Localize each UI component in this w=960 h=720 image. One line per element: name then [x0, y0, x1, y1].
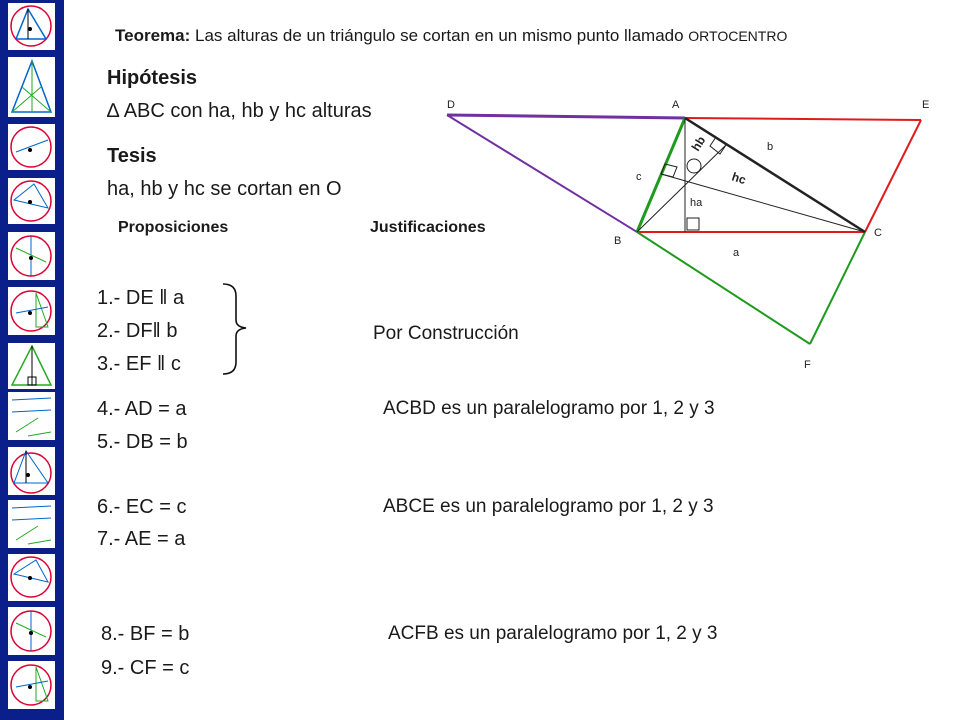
justification-acfb: ACFB es un paralelogramo por 1, 2 y 3 — [388, 623, 718, 644]
triangle-icon[interactable] — [8, 343, 55, 389]
slide-thumbnail-sidebar — [0, 0, 64, 720]
label-ha: ha — [690, 197, 703, 209]
hypothesis-text: ∆ ABC con ha, hb y hc alturas — [107, 100, 372, 122]
label-F: F — [804, 359, 811, 371]
circle-diagram-icon[interactable] — [8, 554, 55, 601]
orthocenter-diagram — [440, 90, 960, 380]
justification-abce: ABCE es un paralelogramo por 1, 2 y 3 — [383, 496, 714, 517]
circle-diagram-icon[interactable] — [8, 178, 55, 224]
label-side-a: a — [733, 247, 740, 259]
label-C: C — [874, 227, 882, 239]
proposition-2: 2.- DF‖ b — [97, 320, 178, 342]
justification-construction: Por Construcción — [373, 323, 519, 344]
circle-diagram-icon[interactable] — [8, 287, 55, 335]
proposition-7: 7.- AE = a — [97, 528, 186, 550]
segment-BF — [637, 232, 810, 344]
justification-acbd: ACBD es un paralelogramo por 1, 2 y 3 — [383, 398, 715, 419]
theorem-text: Las alturas de un triángulo se cortan en un mismo punto llamado — [190, 26, 689, 45]
proposition-9: 9.- CF = c — [101, 657, 190, 679]
theorem-term: ORTOCENTRO — [688, 28, 788, 44]
proposition-5: 5.- DB = b — [97, 431, 188, 453]
proposition-3: 3.- EF ‖ c — [97, 353, 181, 375]
label-side-b: b — [767, 141, 774, 153]
proposition-1: 1.- DE ‖ a — [97, 287, 185, 309]
segment-DA — [447, 115, 685, 118]
label-D: D — [447, 99, 455, 111]
label-hb: hb — [688, 133, 709, 154]
side-c — [637, 118, 685, 232]
segment-EC — [865, 120, 921, 232]
grouping-bracket — [220, 282, 250, 376]
circle-diagram-icon[interactable] — [8, 607, 55, 655]
circle-triangle-icon[interactable] — [8, 3, 55, 50]
tangent-diagram-icon[interactable] — [8, 392, 55, 440]
circle-diagram-icon[interactable] — [8, 232, 55, 280]
proposition-6: 6.- EC = c — [97, 496, 187, 518]
circle-diagram-icon[interactable] — [8, 661, 55, 709]
propositions-heading: Proposiciones — [118, 219, 229, 236]
tangent-diagram-icon[interactable] — [8, 500, 55, 548]
hypothesis-heading: Hipótesis — [107, 67, 198, 89]
label-side-c: c — [636, 171, 642, 183]
justifications-heading: Justificaciones — [370, 219, 486, 236]
theorem-statement — [115, 26, 787, 46]
label-A: A — [672, 99, 680, 111]
proposition-8: 8.- BF = b — [101, 623, 190, 645]
orthocenter-marker — [687, 159, 701, 173]
thesis-text: ha, hb y hc se cortan en O — [107, 178, 342, 200]
circle-triangle-icon[interactable] — [8, 447, 55, 495]
proposition-4: 4.- AD = a — [97, 398, 187, 420]
segment-AE — [685, 118, 921, 120]
label-hc: hc — [730, 169, 748, 188]
segment-CF — [810, 232, 865, 344]
label-E: E — [922, 99, 930, 111]
thesis-heading: Tesis — [107, 145, 157, 167]
side-b — [685, 118, 865, 232]
right-angle-mark — [687, 218, 699, 230]
segment-DB — [447, 115, 637, 232]
circle-diagram-icon[interactable] — [8, 124, 55, 170]
label-B: B — [614, 235, 622, 247]
theorem-label: Teorema: — [115, 26, 191, 45]
triangle-altitudes-icon[interactable] — [8, 57, 55, 117]
